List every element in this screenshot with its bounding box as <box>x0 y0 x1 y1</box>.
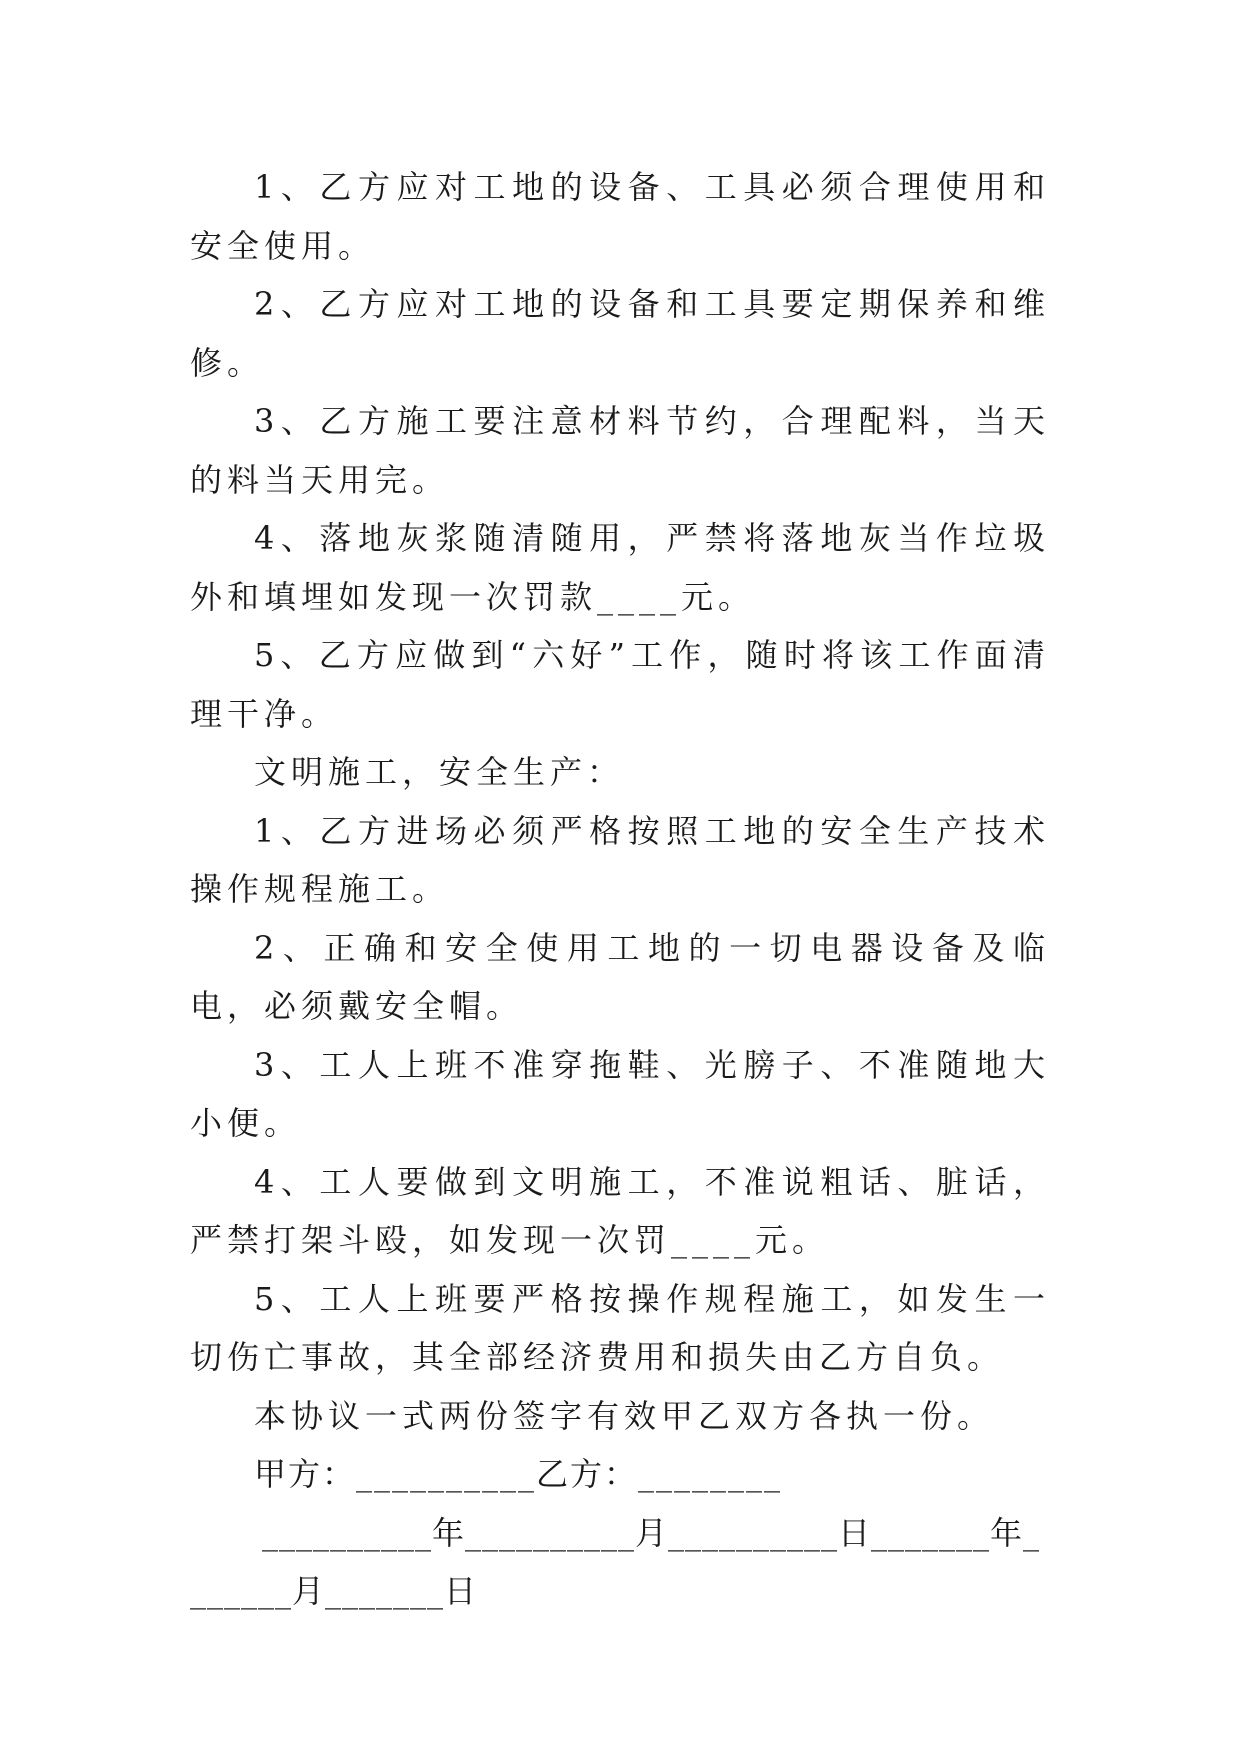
agreement-note: 本协议一式两份签字有效甲乙双方各执一份。 <box>254 1396 995 1435</box>
paragraph-3: 3、乙方施工要注意材料节约，合理配料，当天的料当天用完。 <box>190 402 1050 499</box>
paragraph-4: 4、落地灰浆随清随用，严禁将落地灰当作垃圾外和填埋如发现一次罚款____元。 <box>190 519 1050 616</box>
date-line: __________年__________月__________日_______年_______月_______日 <box>190 1513 1041 1610</box>
paragraph-8: 3、工人上班不准穿拖鞋、光膀子、不准随地大小便。 <box>190 1045 1050 1142</box>
paragraph-5: 5、乙方应做到“六好”工作，随时将该工作面清理干净。 <box>190 636 1050 733</box>
section-heading: 文明施工，安全生产： <box>254 753 625 791</box>
paragraph-1: 1、乙方应对工地的设备、工具必须合理使用和安全使用。 <box>190 168 1050 265</box>
paragraph-9: 4、工人要做到文明施工，不准说粗话、脏话，严禁打架斗殴，如发现一次罚____元。 <box>190 1162 1050 1259</box>
signature-line: 甲方：__________乙方：________ <box>254 1455 783 1493</box>
paragraph-7: 2、正确和安全使用工地的一切电器设备及临电，必须戴安全帽。 <box>190 928 1050 1025</box>
paragraph-6: 1、乙方进场必须严格按照工地的安全生产技术操作规程施工。 <box>190 811 1050 908</box>
document-body <box>190 158 1050 1621</box>
paragraph-10: 5、工人上班要严格按操作规程施工，如发生一切伤亡事故，其全部经济费用和损失由乙方自负。 <box>190 1279 1050 1376</box>
paragraph-2: 2、乙方应对工地的设备和工具要定期保养和维修。 <box>190 285 1050 382</box>
